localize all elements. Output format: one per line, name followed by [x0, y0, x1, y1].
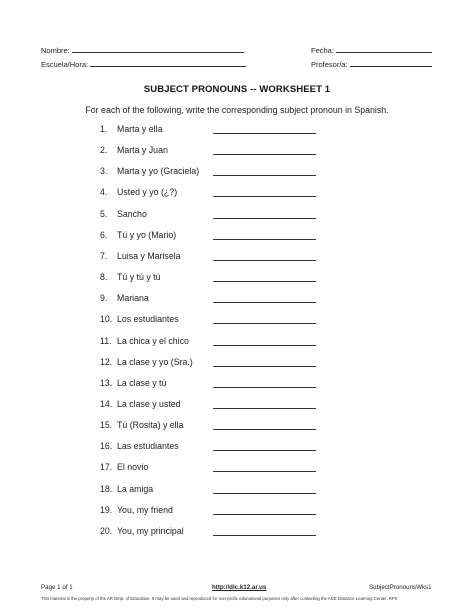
nombre-field: [41, 44, 244, 55]
item-text: Tú y yo (Mario): [117, 229, 177, 240]
item-number: 5.: [100, 208, 108, 219]
list-item: [100, 505, 320, 519]
answer-line[interactable]: [213, 218, 316, 219]
answer-line[interactable]: [213, 196, 316, 197]
answer-line[interactable]: [213, 535, 316, 536]
item-text: Marta y ella: [117, 124, 163, 134]
fecha-line[interactable]: [336, 44, 432, 53]
list-item: [100, 166, 320, 180]
item-number: 6.: [100, 229, 108, 240]
item-number: 11.: [100, 335, 112, 346]
item-text: Las estudiantes: [117, 441, 179, 452]
list-item: [100, 230, 320, 244]
answer-line[interactable]: [213, 514, 316, 515]
item-number: 7.: [100, 250, 108, 261]
fecha-label: Fecha:: [311, 46, 334, 55]
item-text: You, my friend: [117, 504, 173, 515]
list-item: [100, 209, 320, 223]
nombre-line[interactable]: [72, 44, 244, 53]
escuela-label: Escuela/Hora:: [41, 60, 89, 69]
footer-link[interactable]: http://dlc.k12.ar.us: [212, 584, 267, 591]
item-number: 3.: [100, 166, 108, 177]
answer-line[interactable]: [213, 260, 316, 261]
item-number: 14.: [100, 398, 113, 409]
profesor-label: Profesor/a:: [311, 60, 348, 69]
item-number: 15.: [100, 420, 113, 431]
answer-line[interactable]: [213, 133, 316, 134]
disclaimer: This material is the property of the AR Dept. of Education. It may be used and reproduced for non-profit, educational purposes only after contacting the ADE Distance Learning Center. RF9: [41, 596, 397, 601]
item-number: 16.: [100, 441, 113, 452]
item-number: 2.: [100, 145, 108, 156]
answer-line[interactable]: [213, 450, 316, 451]
answer-line[interactable]: [213, 429, 316, 430]
item-number: 18.: [100, 483, 113, 494]
item-number: 9.: [100, 293, 108, 304]
item-text: El novio: [117, 462, 149, 473]
list-item: [100, 293, 320, 307]
list-item: [100, 251, 320, 265]
item-text: You, my principal: [117, 525, 184, 536]
answer-line[interactable]: [213, 471, 316, 472]
escuela-field: [41, 58, 246, 69]
item-number: 1.: [100, 124, 108, 134]
list-item: [100, 272, 320, 286]
answer-line[interactable]: [213, 345, 316, 346]
nombre-label: Nombre:: [41, 46, 70, 55]
document-id: SubjectPronounsWks1: [369, 584, 432, 591]
page-number: Page 1 of 1: [41, 584, 73, 591]
item-number: 4.: [100, 187, 108, 198]
item-number: 12.: [100, 356, 113, 367]
item-text: La clase y yo (Sra.): [117, 356, 193, 367]
item-text: La chica y el chico: [117, 335, 189, 346]
list-item: [100, 314, 320, 328]
list-item: [100, 441, 320, 455]
list-item: [100, 526, 320, 540]
item-text: Tú y tú y tú: [117, 272, 161, 282]
item-number: 19.: [100, 504, 113, 515]
profesor-field: [311, 58, 432, 69]
worksheet-title: SUBJECT PRONOUNS -- WORKSHEET 1: [143, 84, 331, 95]
answer-line[interactable]: [213, 281, 316, 282]
list-item: [100, 336, 320, 350]
list-item: [100, 357, 320, 371]
answer-line[interactable]: [213, 408, 316, 409]
answer-line[interactable]: [213, 493, 316, 494]
list-item: [100, 399, 320, 413]
instructions: For each of the following, write the corresponding subject pronoun in Spanish.: [85, 105, 389, 115]
answer-line[interactable]: [213, 175, 316, 176]
list-item: [100, 420, 320, 434]
item-text: La amiga: [117, 483, 154, 494]
item-number: 8.: [100, 272, 108, 282]
item-number: 13.: [100, 377, 113, 388]
item-number: 17.: [100, 462, 113, 473]
item-text: La clase y tú: [117, 377, 167, 388]
answer-line[interactable]: [213, 239, 316, 240]
answer-line[interactable]: [213, 154, 316, 155]
item-text: Usted y yo (¿?): [117, 187, 178, 198]
escuela-line[interactable]: [90, 58, 246, 67]
answer-line[interactable]: [213, 323, 316, 324]
item-text: Tú (Rosita) y ella: [117, 420, 184, 431]
answer-line[interactable]: [213, 366, 316, 367]
item-text: Marta y yo (Graciela): [117, 166, 200, 177]
list-item: [100, 145, 320, 159]
item-text: Sancho: [117, 208, 147, 219]
item-text: La clase y usted: [117, 398, 181, 409]
item-number: 10.: [100, 314, 113, 325]
list-item: [100, 378, 320, 392]
item-text: Luisa y Marisela: [117, 250, 181, 261]
item-number: 20.: [100, 525, 113, 536]
profesor-line[interactable]: [350, 58, 432, 67]
list-item: [100, 187, 320, 201]
fecha-field: [311, 44, 432, 55]
list-item: [100, 124, 320, 138]
list-item: [100, 462, 320, 476]
list-item: [100, 484, 320, 498]
item-text: Los estudiantes: [117, 314, 179, 325]
item-text: Mariana: [117, 293, 149, 304]
item-text: Marta y Juan: [117, 145, 168, 156]
answer-line[interactable]: [213, 387, 316, 388]
answer-line[interactable]: [213, 302, 316, 303]
